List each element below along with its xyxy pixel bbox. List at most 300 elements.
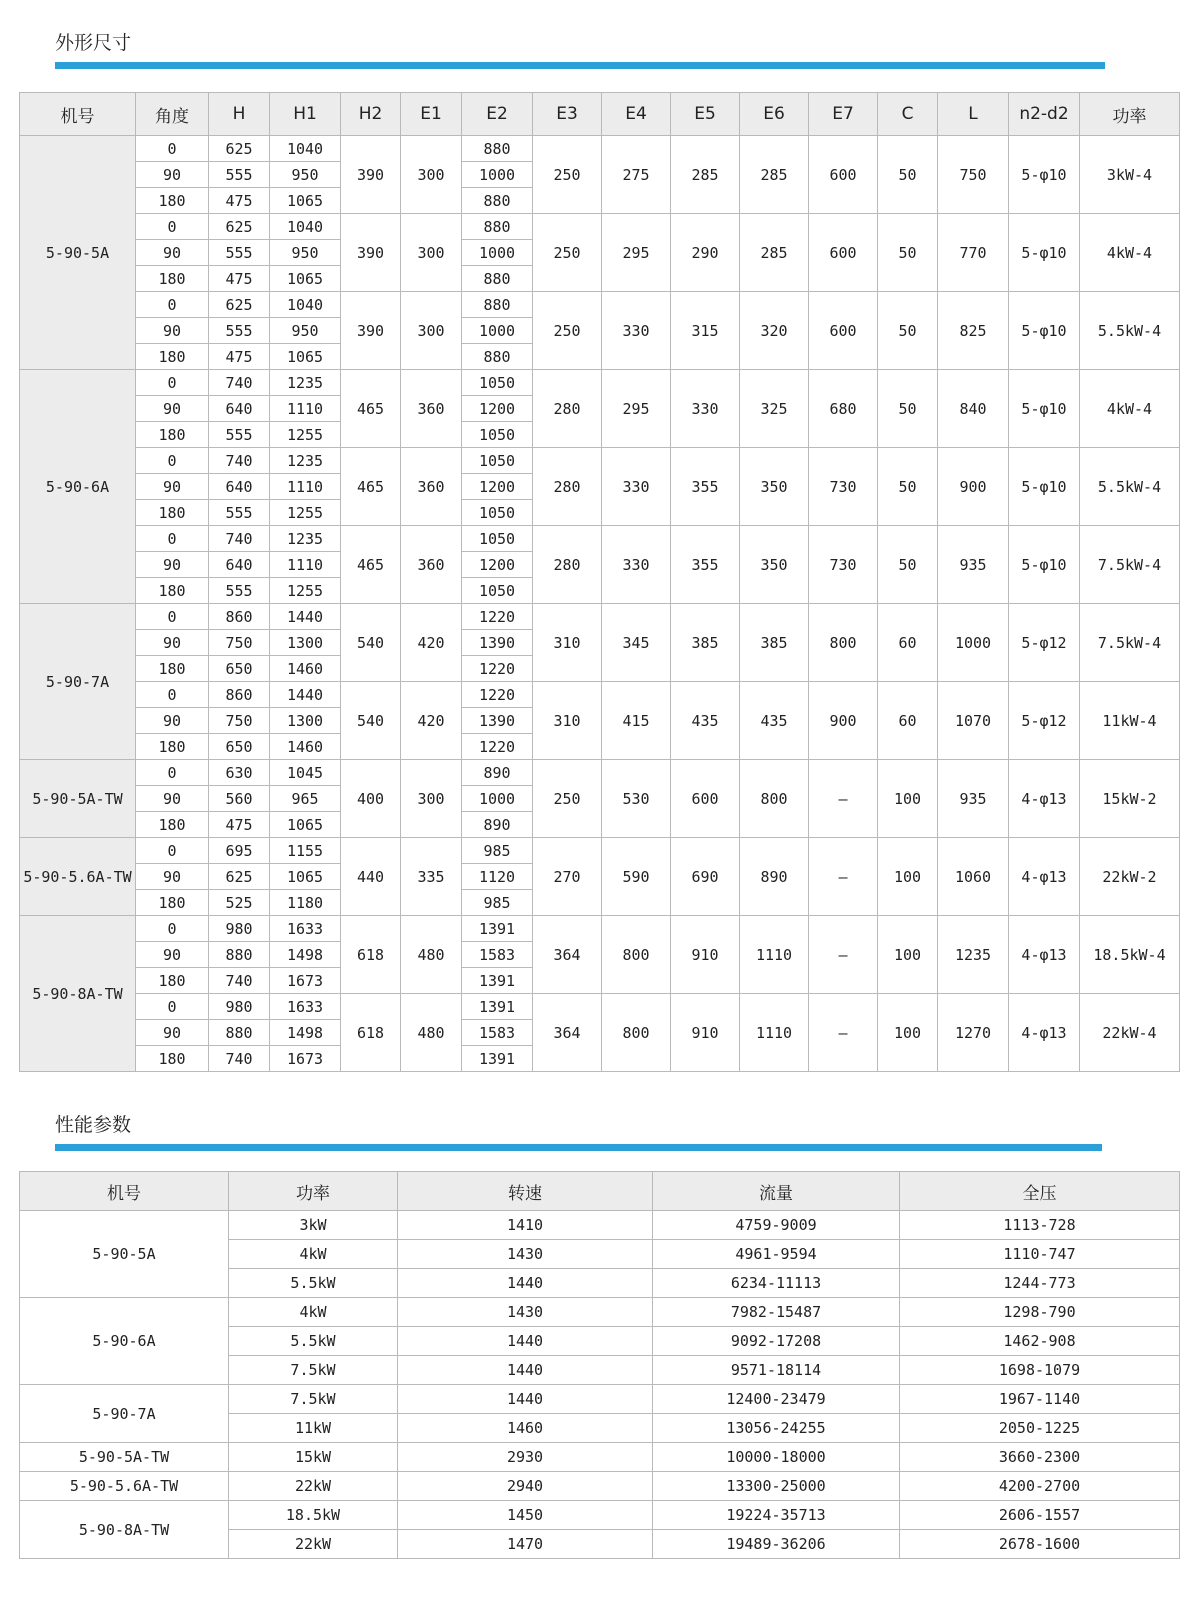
table-row xyxy=(20,1443,1180,1472)
dim-header-cell: E7 xyxy=(809,93,878,136)
perf-cell: 2930 xyxy=(398,1443,653,1472)
perf-cell: 19489-36206 xyxy=(653,1530,900,1559)
dim-cell: 5-φ12 xyxy=(1009,682,1080,760)
dim-cell: 935 xyxy=(938,526,1009,604)
perf-cell: 5.5kW xyxy=(229,1327,398,1356)
dim-cell: 0 xyxy=(136,214,209,240)
dim-cell: 900 xyxy=(809,682,878,760)
dim-cell: 860 xyxy=(209,682,270,708)
dim-cell: — xyxy=(809,838,878,916)
dim-cell: 435 xyxy=(671,682,740,760)
performance-header-row xyxy=(20,1172,1180,1211)
dim-cell: 740 xyxy=(209,370,270,396)
dim-cell: 890 xyxy=(462,812,533,838)
dim-cell: 1235 xyxy=(938,916,1009,994)
power-cell: 4kW-4 xyxy=(1080,370,1180,448)
dim-cell: 1440 xyxy=(270,604,341,630)
dim-cell: 555 xyxy=(209,162,270,188)
dim-cell: 320 xyxy=(740,292,809,370)
perf-cell: 1430 xyxy=(398,1298,653,1327)
dim-cell: 0 xyxy=(136,136,209,162)
perf-cell: 4kW xyxy=(229,1298,398,1327)
model-cell: 5-90-5A-TW xyxy=(20,1443,229,1472)
model-cell: 5-90-5.6A-TW xyxy=(20,1472,229,1501)
perf-cell: 1440 xyxy=(398,1385,653,1414)
dim-cell: 180 xyxy=(136,578,209,604)
dim-cell: 880 xyxy=(209,1020,270,1046)
dim-cell: 1220 xyxy=(462,682,533,708)
dim-cell: 300 xyxy=(401,292,462,370)
dim-cell: 640 xyxy=(209,552,270,578)
dim-cell: 285 xyxy=(740,136,809,214)
dim-cell: 1110 xyxy=(740,994,809,1072)
dim-cell: — xyxy=(809,916,878,994)
dim-cell: 90 xyxy=(136,1020,209,1046)
table-row xyxy=(20,916,1180,942)
dim-cell: 0 xyxy=(136,370,209,396)
dim-cell: 1000 xyxy=(938,604,1009,682)
dim-cell: 650 xyxy=(209,734,270,760)
dim-cell: 1255 xyxy=(270,578,341,604)
dim-cell: 1060 xyxy=(938,838,1009,916)
dim-cell: 60 xyxy=(878,604,938,682)
perf-cell: 22kW xyxy=(229,1472,398,1501)
dim-cell: 4-φ13 xyxy=(1009,760,1080,838)
dim-cell: 50 xyxy=(878,448,938,526)
dim-cell: 1391 xyxy=(462,968,533,994)
dim-cell: 90 xyxy=(136,162,209,188)
dim-cell: 90 xyxy=(136,708,209,734)
perf-cell: 1462-908 xyxy=(900,1327,1180,1356)
power-cell: 11kW-4 xyxy=(1080,682,1180,760)
dim-cell: 1040 xyxy=(270,292,341,318)
dim-cell: 100 xyxy=(878,760,938,838)
perf-cell: 1244-773 xyxy=(900,1269,1180,1298)
dim-cell: 420 xyxy=(401,682,462,760)
dim-cell: 250 xyxy=(533,214,602,292)
dim-cell: 180 xyxy=(136,422,209,448)
perf-cell: 1698-1079 xyxy=(900,1356,1180,1385)
dim-cell: 1391 xyxy=(462,916,533,942)
dim-cell: 825 xyxy=(938,292,1009,370)
perf-header-cell: 全压 xyxy=(900,1172,1180,1211)
perf-cell: 1440 xyxy=(398,1269,653,1298)
table-row xyxy=(20,682,1180,708)
dim-cell: 1460 xyxy=(270,734,341,760)
perf-cell: 2940 xyxy=(398,1472,653,1501)
model-cell: 5-90-6A xyxy=(20,1298,229,1385)
dim-cell: 1300 xyxy=(270,708,341,734)
dim-cell: 60 xyxy=(878,682,938,760)
dim-cell: 880 xyxy=(462,188,533,214)
dim-cell: 364 xyxy=(533,994,602,1072)
perf-header-cell: 转速 xyxy=(398,1172,653,1211)
perf-cell: 15kW xyxy=(229,1443,398,1472)
dim-cell: 100 xyxy=(878,838,938,916)
dim-cell: 90 xyxy=(136,396,209,422)
table-row xyxy=(20,448,1180,474)
dim-cell: 180 xyxy=(136,734,209,760)
dim-cell: 0 xyxy=(136,526,209,552)
power-cell: 5.5kW-4 xyxy=(1080,448,1180,526)
dim-cell: 910 xyxy=(671,916,740,994)
dim-cell: 180 xyxy=(136,500,209,526)
dim-cell: 1050 xyxy=(462,422,533,448)
dim-cell: 740 xyxy=(209,1046,270,1072)
dim-cell: 90 xyxy=(136,240,209,266)
dim-cell: 250 xyxy=(533,760,602,838)
dim-cell: 1200 xyxy=(462,474,533,500)
dim-cell: 315 xyxy=(671,292,740,370)
dim-cell: 5-φ10 xyxy=(1009,370,1080,448)
perf-cell: 6234-11113 xyxy=(653,1269,900,1298)
performance-title: 性能参数 xyxy=(55,1114,132,1136)
dim-cell: 1460 xyxy=(270,656,341,682)
dim-header-cell: C xyxy=(878,93,938,136)
dim-cell: 555 xyxy=(209,240,270,266)
dim-cell: 1255 xyxy=(270,500,341,526)
dim-cell: 330 xyxy=(602,526,671,604)
dim-cell: — xyxy=(809,994,878,1072)
table-row xyxy=(20,370,1180,396)
dim-cell: 680 xyxy=(809,370,878,448)
perf-cell: 4961-9594 xyxy=(653,1240,900,1269)
dim-cell: 555 xyxy=(209,500,270,526)
dim-cell: 300 xyxy=(401,760,462,838)
table-row xyxy=(20,1472,1180,1501)
table-row xyxy=(20,136,1180,162)
dim-cell: 640 xyxy=(209,396,270,422)
dim-cell: 1673 xyxy=(270,1046,341,1072)
dim-cell: 950 xyxy=(270,318,341,344)
power-cell: 4kW-4 xyxy=(1080,214,1180,292)
perf-cell: 13056-24255 xyxy=(653,1414,900,1443)
dim-cell: 350 xyxy=(740,448,809,526)
dim-cell: 600 xyxy=(809,292,878,370)
dim-cell: 300 xyxy=(401,214,462,292)
dim-cell: 750 xyxy=(209,630,270,656)
perf-cell: 1470 xyxy=(398,1530,653,1559)
dim-cell: 480 xyxy=(401,994,462,1072)
dim-cell: 1065 xyxy=(270,188,341,214)
dim-cell: 180 xyxy=(136,890,209,916)
dim-cell: 90 xyxy=(136,474,209,500)
dim-cell: 325 xyxy=(740,370,809,448)
dim-cell: 0 xyxy=(136,682,209,708)
dim-cell: 0 xyxy=(136,838,209,864)
dim-cell: 275 xyxy=(602,136,671,214)
dim-cell: 880 xyxy=(462,266,533,292)
dim-cell: 935 xyxy=(938,760,1009,838)
model-cell: 5-90-5A-TW xyxy=(20,760,136,838)
dim-cell: 0 xyxy=(136,916,209,942)
dim-cell: 50 xyxy=(878,370,938,448)
dim-cell: 5-φ12 xyxy=(1009,604,1080,682)
dim-cell: 90 xyxy=(136,318,209,344)
dim-header-cell: E4 xyxy=(602,93,671,136)
dim-cell: 1270 xyxy=(938,994,1009,1072)
dim-cell: — xyxy=(809,760,878,838)
power-cell: 18.5kW-4 xyxy=(1080,916,1180,994)
dim-cell: 625 xyxy=(209,864,270,890)
dim-cell: 90 xyxy=(136,786,209,812)
power-cell: 22kW-2 xyxy=(1080,838,1180,916)
model-cell: 5-90-8A-TW xyxy=(20,916,136,1072)
dim-header-cell: H xyxy=(209,93,270,136)
dim-cell: 950 xyxy=(270,162,341,188)
perf-cell: 1410 xyxy=(398,1211,653,1240)
dim-cell: 360 xyxy=(401,370,462,448)
dim-cell: 50 xyxy=(878,526,938,604)
perf-cell: 12400-23479 xyxy=(653,1385,900,1414)
dim-cell: 1070 xyxy=(938,682,1009,760)
perf-cell: 1110-747 xyxy=(900,1240,1180,1269)
dim-cell: 50 xyxy=(878,136,938,214)
power-cell: 5.5kW-4 xyxy=(1080,292,1180,370)
dim-cell: 965 xyxy=(270,786,341,812)
dim-cell: 5-φ10 xyxy=(1009,526,1080,604)
dim-header-cell: n2-d2 xyxy=(1009,93,1080,136)
dim-cell: 385 xyxy=(671,604,740,682)
dim-cell: 310 xyxy=(533,682,602,760)
dim-cell: 50 xyxy=(878,292,938,370)
perf-cell: 19224-35713 xyxy=(653,1501,900,1530)
dim-cell: 770 xyxy=(938,214,1009,292)
perf-cell: 4kW xyxy=(229,1240,398,1269)
perf-cell: 3kW xyxy=(229,1211,398,1240)
dim-cell: 860 xyxy=(209,604,270,630)
dim-header-cell: H2 xyxy=(341,93,401,136)
perf-cell: 4759-9009 xyxy=(653,1211,900,1240)
dimensions-header-row xyxy=(20,93,1180,136)
model-cell: 5-90-6A xyxy=(20,370,136,604)
dim-cell: 330 xyxy=(671,370,740,448)
perf-cell: 2678-1600 xyxy=(900,1530,1180,1559)
dim-cell: 1300 xyxy=(270,630,341,656)
dim-cell: 1200 xyxy=(462,552,533,578)
dim-cell: 90 xyxy=(136,630,209,656)
dim-cell: 530 xyxy=(602,760,671,838)
dim-cell: 390 xyxy=(341,292,401,370)
dim-cell: 890 xyxy=(740,838,809,916)
dim-cell: 0 xyxy=(136,448,209,474)
dim-cell: 0 xyxy=(136,994,209,1020)
perf-cell: 1967-1140 xyxy=(900,1385,1180,1414)
dim-cell: 4-φ13 xyxy=(1009,916,1080,994)
dim-cell: 590 xyxy=(602,838,671,916)
dim-cell: 1065 xyxy=(270,812,341,838)
table-row xyxy=(20,760,1180,786)
dim-cell: 355 xyxy=(671,448,740,526)
dim-header-cell: E5 xyxy=(671,93,740,136)
dim-cell: 750 xyxy=(209,708,270,734)
dim-cell: 800 xyxy=(809,604,878,682)
perf-cell: 9092-17208 xyxy=(653,1327,900,1356)
dim-cell: 390 xyxy=(341,214,401,292)
dim-cell: 1110 xyxy=(740,916,809,994)
dim-cell: 880 xyxy=(462,136,533,162)
dim-cell: 740 xyxy=(209,448,270,474)
dim-cell: 1050 xyxy=(462,500,533,526)
dim-cell: 690 xyxy=(671,838,740,916)
dim-cell: 1498 xyxy=(270,942,341,968)
dim-cell: 280 xyxy=(533,370,602,448)
dim-cell: 435 xyxy=(740,682,809,760)
dim-cell: 5-φ10 xyxy=(1009,448,1080,526)
dim-cell: 1235 xyxy=(270,448,341,474)
dim-cell: 640 xyxy=(209,474,270,500)
model-cell: 5-90-5A xyxy=(20,136,136,370)
dim-cell: 800 xyxy=(740,760,809,838)
dim-cell: 0 xyxy=(136,604,209,630)
dim-cell: 5-φ10 xyxy=(1009,214,1080,292)
dim-cell: 465 xyxy=(341,526,401,604)
dim-cell: 1391 xyxy=(462,1046,533,1072)
dim-cell: 1000 xyxy=(462,240,533,266)
dim-cell: 1498 xyxy=(270,1020,341,1046)
dim-cell: 1583 xyxy=(462,1020,533,1046)
dim-cell: 1220 xyxy=(462,656,533,682)
dim-cell: 800 xyxy=(602,916,671,994)
perf-cell: 7.5kW xyxy=(229,1385,398,1414)
dim-cell: 980 xyxy=(209,994,270,1020)
dim-cell: 618 xyxy=(341,916,401,994)
dim-cell: 880 xyxy=(462,344,533,370)
dim-cell: 625 xyxy=(209,136,270,162)
power-cell: 22kW-4 xyxy=(1080,994,1180,1072)
dim-cell: 330 xyxy=(602,292,671,370)
dim-cell: 415 xyxy=(602,682,671,760)
dim-cell: 555 xyxy=(209,318,270,344)
table-row xyxy=(20,604,1180,630)
dim-cell: 475 xyxy=(209,266,270,292)
dim-cell: 600 xyxy=(671,760,740,838)
dim-cell: 1000 xyxy=(462,318,533,344)
model-cell: 5-90-5.6A-TW xyxy=(20,838,136,916)
dim-cell: 740 xyxy=(209,968,270,994)
dim-cell: 1065 xyxy=(270,864,341,890)
dim-cell: 625 xyxy=(209,214,270,240)
dim-cell: 90 xyxy=(136,864,209,890)
dim-cell: 880 xyxy=(209,942,270,968)
dim-header-cell: E6 xyxy=(740,93,809,136)
perf-cell: 4200-2700 xyxy=(900,1472,1180,1501)
perf-cell: 2050-1225 xyxy=(900,1414,1180,1443)
dim-cell: 440 xyxy=(341,838,401,916)
dim-cell: 695 xyxy=(209,838,270,864)
model-cell: 5-90-7A xyxy=(20,1385,229,1443)
dimensions-table xyxy=(19,92,1180,1072)
dim-cell: 1200 xyxy=(462,396,533,422)
dim-cell: 90 xyxy=(136,942,209,968)
dim-cell: 295 xyxy=(602,370,671,448)
dim-cell: 180 xyxy=(136,812,209,838)
dim-cell: 180 xyxy=(136,968,209,994)
dim-cell: 300 xyxy=(401,136,462,214)
dim-cell: 295 xyxy=(602,214,671,292)
perf-cell: 9571-18114 xyxy=(653,1356,900,1385)
dim-cell: 1065 xyxy=(270,344,341,370)
dim-cell: 650 xyxy=(209,656,270,682)
dim-cell: 1390 xyxy=(462,708,533,734)
dim-header-cell: 功率 xyxy=(1080,93,1180,136)
dim-cell: 625 xyxy=(209,292,270,318)
table-row xyxy=(20,214,1180,240)
perf-cell: 3660-2300 xyxy=(900,1443,1180,1472)
dim-cell: 1050 xyxy=(462,578,533,604)
table-row xyxy=(20,1211,1180,1240)
dim-cell: 180 xyxy=(136,1046,209,1072)
perf-header-cell: 流量 xyxy=(653,1172,900,1211)
dim-cell: 890 xyxy=(462,760,533,786)
dim-cell: 100 xyxy=(878,916,938,994)
table-row xyxy=(20,1501,1180,1530)
perf-cell: 1430 xyxy=(398,1240,653,1269)
dim-header-cell: 机号 xyxy=(20,93,136,136)
dim-cell: 1440 xyxy=(270,682,341,708)
dim-cell: 880 xyxy=(462,292,533,318)
dim-cell: 0 xyxy=(136,760,209,786)
power-cell: 3kW-4 xyxy=(1080,136,1180,214)
dim-cell: 730 xyxy=(809,526,878,604)
dim-cell: 618 xyxy=(341,994,401,1072)
dim-cell: 740 xyxy=(209,526,270,552)
dim-header-cell: H1 xyxy=(270,93,341,136)
dim-cell: 840 xyxy=(938,370,1009,448)
dim-cell: 390 xyxy=(341,136,401,214)
dim-header-cell: 角度 xyxy=(136,93,209,136)
dim-cell: 400 xyxy=(341,760,401,838)
model-cell: 5-90-5A xyxy=(20,1211,229,1298)
perf-cell: 1440 xyxy=(398,1327,653,1356)
dim-cell: 330 xyxy=(602,448,671,526)
dim-cell: 1040 xyxy=(270,136,341,162)
dim-cell: 5-φ10 xyxy=(1009,136,1080,214)
perf-header-cell: 机号 xyxy=(20,1172,229,1211)
dim-cell: 465 xyxy=(341,370,401,448)
dim-cell: 555 xyxy=(209,578,270,604)
perf-cell: 11kW xyxy=(229,1414,398,1443)
dim-cell: 310 xyxy=(533,604,602,682)
dim-cell: 1220 xyxy=(462,734,533,760)
dim-cell: 540 xyxy=(341,604,401,682)
dim-cell: 910 xyxy=(671,994,740,1072)
dim-cell: 880 xyxy=(462,214,533,240)
dim-cell: 1155 xyxy=(270,838,341,864)
dim-cell: 4-φ13 xyxy=(1009,838,1080,916)
table-row xyxy=(20,526,1180,552)
perf-cell: 5.5kW xyxy=(229,1269,398,1298)
dim-cell: 1045 xyxy=(270,760,341,786)
power-cell: 7.5kW-4 xyxy=(1080,604,1180,682)
dim-cell: 1065 xyxy=(270,266,341,292)
dim-cell: 1050 xyxy=(462,370,533,396)
table-row xyxy=(20,1385,1180,1414)
performance-table xyxy=(19,1171,1180,1559)
dim-cell: 285 xyxy=(740,214,809,292)
dim-cell: 800 xyxy=(602,994,671,1072)
model-cell: 5-90-8A-TW xyxy=(20,1501,229,1559)
dim-cell: 1050 xyxy=(462,526,533,552)
dim-cell: 50 xyxy=(878,214,938,292)
dim-cell: 270 xyxy=(533,838,602,916)
table-row xyxy=(20,838,1180,864)
dim-cell: 480 xyxy=(401,916,462,994)
dim-cell: 180 xyxy=(136,266,209,292)
dim-cell: 525 xyxy=(209,890,270,916)
dim-cell: 1120 xyxy=(462,864,533,890)
dim-cell: 1110 xyxy=(270,552,341,578)
